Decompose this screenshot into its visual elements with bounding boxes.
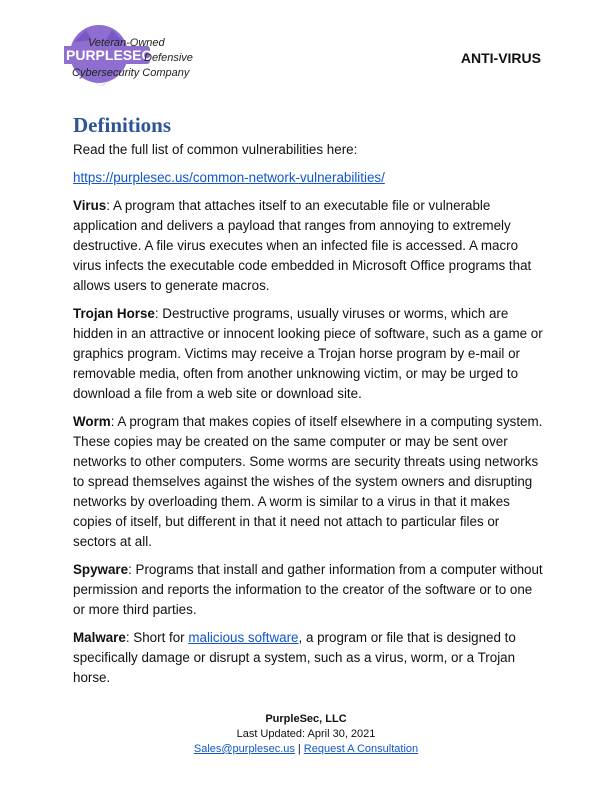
footer-links [0, 742, 612, 757]
request-consultation-link[interactable]: Request A Consultation [303, 743, 419, 755]
footer-company: PurpleSec, LLC [265, 713, 347, 725]
definition-text: : A program that attaches itself to an executable file or vulnerable application and delivers a payload that ranges from annoying to extremely destructive. A file virus executes when an infected file is accessed. A macro virus infects the executable code embedded in Microsoft Office programs that allows users to generate macros. [73, 198, 532, 293]
definition-term: Worm [73, 414, 111, 429]
definition-text: : Destructive programs, usually viruses or worms, which are hidden in an attractive or innocent looking piece of software, such as a game or graphics program. Victims may receive a Trojan horse program by e-mail or removable media, often from another unknowing victim, or may be urged to download a file from a web site or download site. [73, 306, 543, 401]
main-content [73, 113, 543, 696]
tagline-line-1: Veteran-Owned [88, 37, 165, 49]
definition-term: Virus [73, 198, 107, 213]
definition-text: : Programs that install and gather information from a computer without permission and reports the information to the creator of the software or to one or more third parties. [73, 562, 543, 617]
definition-worm [73, 412, 543, 552]
definition-spyware [73, 560, 543, 620]
malicious-software-link[interactable]: malicious software [188, 630, 299, 645]
footer-separator: | [297, 743, 301, 755]
intro-text: Read the full list of common vulnerabilities here: [73, 142, 358, 157]
page-footer [0, 712, 612, 757]
definition-malware [73, 628, 543, 688]
company-tagline [72, 36, 232, 81]
definition-term: Malware [73, 630, 126, 645]
tagline-line-2: Defensive [144, 52, 193, 64]
vulnerabilities-link-paragraph [73, 168, 543, 188]
definition-text: : A program that makes copies of itself elsewhere in a computing system. These copies may be created on the same computer or may be sent over networks to other computers. Some worms are security threats using networks to spread themselves against the wishes of the system owners and disrupting networks by overloading them. A worm is similar to a virus in that it makes copies of itself, but different in that it need not attach to particular files or sectors at all. [73, 414, 543, 549]
page-header [0, 0, 612, 100]
logo-text: PURPLESEC [66, 47, 152, 63]
footer-last-updated: Last Updated: April 30, 2021 [236, 728, 376, 740]
vulnerabilities-link[interactable]: https://purplesec.us/common-network-vulnerabilities/ [73, 170, 385, 185]
definition-term: Spyware [73, 562, 129, 577]
document-title: ANTI-VIRUS [460, 50, 541, 66]
definition-virus [73, 196, 543, 296]
definition-text-post: , a program or file that is designed to specifically damage or disrupt a system, such as a virus, worm, or a Trojan horse. [73, 630, 516, 685]
definition-trojan-horse [73, 304, 543, 404]
sales-email-link[interactable]: Sales@purplesec.us [193, 743, 295, 755]
tagline-line-3: Cybersecurity Company [72, 67, 190, 79]
section-title: Definitions [73, 113, 172, 137]
definition-term: Trojan Horse [73, 306, 155, 321]
definition-text-pre: : Short for [125, 630, 189, 645]
